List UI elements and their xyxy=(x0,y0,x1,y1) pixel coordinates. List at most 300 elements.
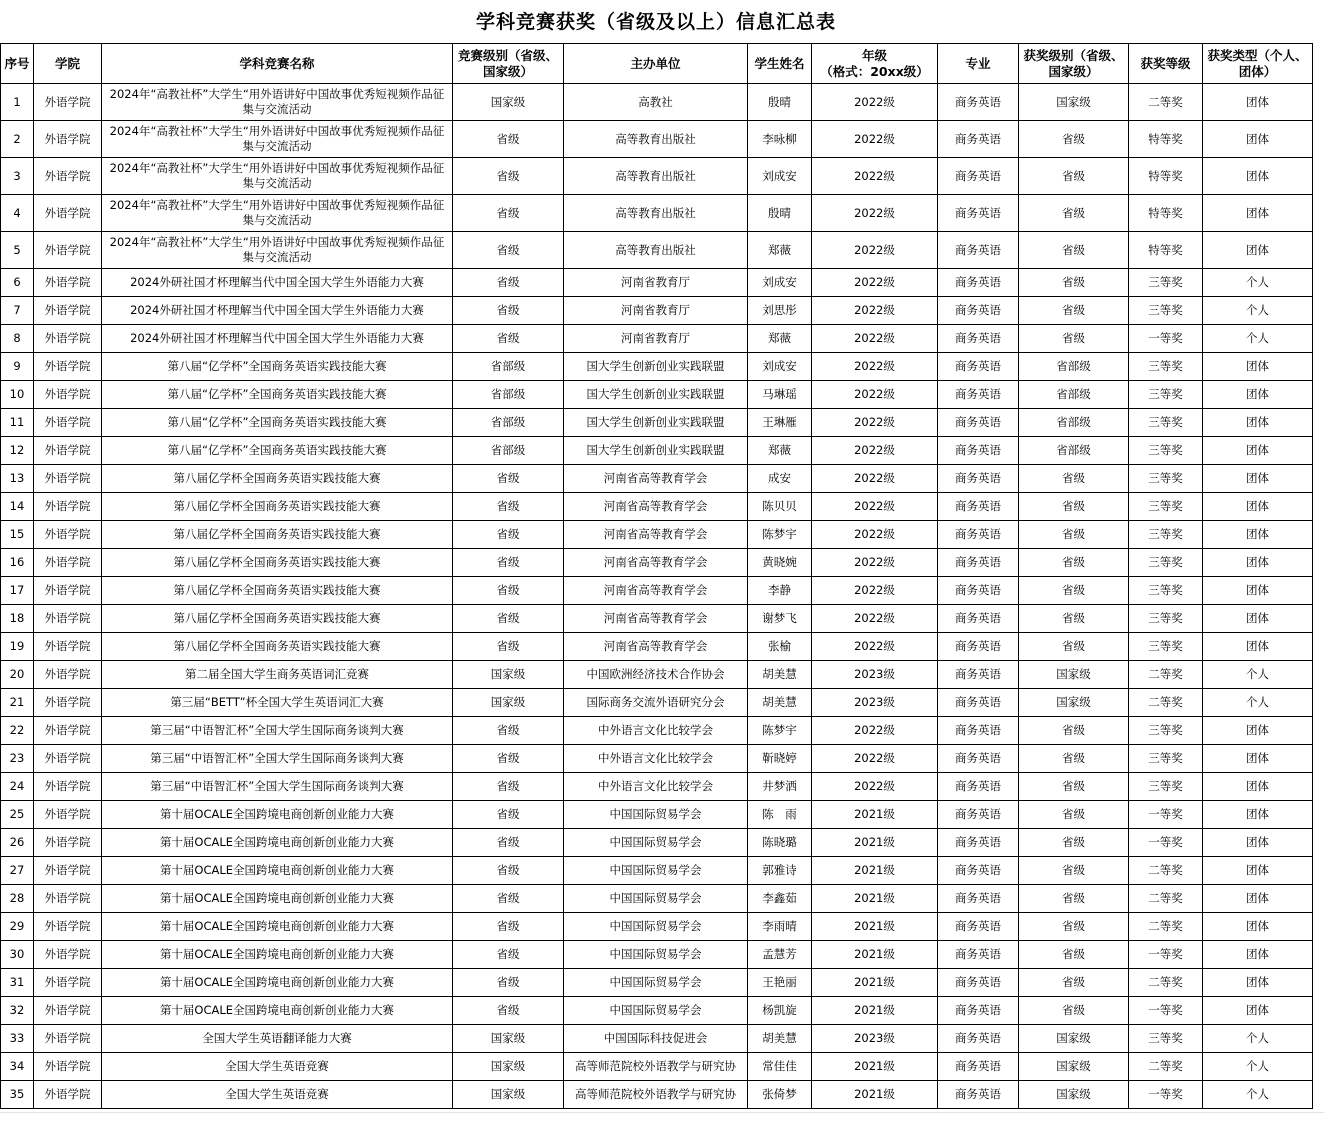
cell-grade[interactable]: 2022级 xyxy=(812,745,938,773)
cell-award-level[interactable]: 省级 xyxy=(1019,633,1129,661)
cell-award-level[interactable]: 国家级 xyxy=(1019,1053,1129,1081)
cell-award-level[interactable]: 省级 xyxy=(1019,941,1129,969)
cell-award-rank[interactable]: 三等奖 xyxy=(1129,437,1203,465)
header-cell-award-level[interactable]: 获奖级别（省级、国家级） xyxy=(1019,44,1129,84)
cell-student[interactable]: 陈 雨 xyxy=(748,801,812,829)
cell-award-level[interactable]: 省级 xyxy=(1019,913,1129,941)
cell-award-rank[interactable]: 特等奖 xyxy=(1129,158,1203,195)
cell-award-type[interactable]: 团体 xyxy=(1203,195,1313,232)
cell-college[interactable]: 外语学院 xyxy=(34,121,102,158)
cell-grade[interactable]: 2021级 xyxy=(812,801,938,829)
cell-student[interactable]: 陈晓璐 xyxy=(748,829,812,857)
cell-competition[interactable]: 第八届“亿学杯”全国商务英语实践技能大赛 xyxy=(102,409,453,437)
cell-competition-level[interactable]: 省级 xyxy=(453,605,564,633)
cell-competition[interactable]: 第八届亿学杯全国商务英语实践技能大赛 xyxy=(102,493,453,521)
cell-major[interactable]: 商务英语 xyxy=(938,84,1019,121)
header-cell-award-rank[interactable]: 获奖等级 xyxy=(1129,44,1203,84)
header-cell-grade[interactable]: 年级 （格式：20xx级） xyxy=(812,44,938,84)
cell-student[interactable]: 常佳佳 xyxy=(748,1053,812,1081)
cell-college[interactable]: 外语学院 xyxy=(34,1053,102,1081)
cell-award-rank[interactable]: 三等奖 xyxy=(1129,353,1203,381)
cell-award-type[interactable]: 团体 xyxy=(1203,409,1313,437)
cell-award-type[interactable]: 团体 xyxy=(1203,381,1313,409)
cell-competition[interactable]: 2024年“高教社杯”大学生“用外语讲好中国故事优秀短视频作品征集与交流活动 xyxy=(102,121,453,158)
cell-major[interactable]: 商务英语 xyxy=(938,158,1019,195)
cell-organizer[interactable]: 中国国际贸易学会 xyxy=(564,857,748,885)
cell-grade[interactable]: 2022级 xyxy=(812,577,938,605)
cell-grade[interactable]: 2021级 xyxy=(812,829,938,857)
cell-college[interactable]: 外语学院 xyxy=(34,913,102,941)
cell-college[interactable]: 外语学院 xyxy=(34,493,102,521)
cell-index[interactable]: 20 xyxy=(1,661,34,689)
cell-award-rank[interactable]: 一等奖 xyxy=(1129,829,1203,857)
cell-index[interactable]: 21 xyxy=(1,689,34,717)
cell-award-level[interactable]: 省级 xyxy=(1019,465,1129,493)
header-cell-award-type[interactable]: 获奖类型（个人、团体） xyxy=(1203,44,1313,84)
cell-major[interactable]: 商务英语 xyxy=(938,633,1019,661)
cell-index[interactable]: 33 xyxy=(1,1025,34,1053)
cell-organizer[interactable]: 中国国际贸易学会 xyxy=(564,969,748,997)
cell-competition[interactable]: 第十届OCALE全国跨境电商创新创业能力大赛 xyxy=(102,885,453,913)
cell-index[interactable]: 30 xyxy=(1,941,34,969)
cell-competition[interactable]: 全国大学生英语竞赛 xyxy=(102,1081,453,1109)
cell-college[interactable]: 外语学院 xyxy=(34,633,102,661)
cell-organizer[interactable]: 高等师范院校外语教学与研究协 xyxy=(564,1081,748,1109)
cell-competition[interactable]: 第八届亿学杯全国商务英语实践技能大赛 xyxy=(102,549,453,577)
cell-college[interactable]: 外语学院 xyxy=(34,409,102,437)
cell-index[interactable]: 9 xyxy=(1,353,34,381)
cell-award-level[interactable]: 省级 xyxy=(1019,121,1129,158)
cell-index[interactable]: 29 xyxy=(1,913,34,941)
cell-competition-level[interactable]: 省级 xyxy=(453,493,564,521)
cell-index[interactable]: 13 xyxy=(1,465,34,493)
cell-competition[interactable]: 第十届OCALE全国跨境电商创新创业能力大赛 xyxy=(102,941,453,969)
cell-grade[interactable]: 2023级 xyxy=(812,1025,938,1053)
cell-award-type[interactable]: 团体 xyxy=(1203,941,1313,969)
cell-index[interactable]: 6 xyxy=(1,269,34,297)
cell-grade[interactable]: 2021级 xyxy=(812,941,938,969)
cell-college[interactable]: 外语学院 xyxy=(34,773,102,801)
cell-award-type[interactable]: 团体 xyxy=(1203,232,1313,269)
cell-competition[interactable]: 第十届OCALE全国跨境电商创新创业能力大赛 xyxy=(102,829,453,857)
cell-major[interactable]: 商务英语 xyxy=(938,353,1019,381)
cell-award-type[interactable]: 个人 xyxy=(1203,1025,1313,1053)
cell-award-type[interactable]: 团体 xyxy=(1203,158,1313,195)
cell-competition-level[interactable]: 国家级 xyxy=(453,84,564,121)
cell-award-level[interactable]: 省级 xyxy=(1019,745,1129,773)
cell-major[interactable]: 商务英语 xyxy=(938,269,1019,297)
cell-award-type[interactable]: 团体 xyxy=(1203,437,1313,465)
cell-competition-level[interactable]: 省级 xyxy=(453,745,564,773)
cell-award-level[interactable]: 省级 xyxy=(1019,773,1129,801)
cell-grade[interactable]: 2022级 xyxy=(812,521,938,549)
cell-major[interactable]: 商务英语 xyxy=(938,885,1019,913)
cell-college[interactable]: 外语学院 xyxy=(34,857,102,885)
cell-award-type[interactable]: 个人 xyxy=(1203,325,1313,353)
cell-organizer[interactable]: 高等教育出版社 xyxy=(564,121,748,158)
cell-major[interactable]: 商务英语 xyxy=(938,773,1019,801)
cell-award-type[interactable]: 团体 xyxy=(1203,633,1313,661)
cell-award-level[interactable]: 国家级 xyxy=(1019,1081,1129,1109)
cell-award-type[interactable]: 团体 xyxy=(1203,577,1313,605)
cell-student[interactable]: 孟慧芳 xyxy=(748,941,812,969)
cell-award-level[interactable]: 省级 xyxy=(1019,969,1129,997)
cell-competition-level[interactable]: 省级 xyxy=(453,829,564,857)
header-cell-major[interactable]: 专业 xyxy=(938,44,1019,84)
cell-competition-level[interactable]: 省级 xyxy=(453,913,564,941)
cell-student[interactable]: 陈梦宇 xyxy=(748,521,812,549)
cell-award-level[interactable]: 省级 xyxy=(1019,829,1129,857)
cell-college[interactable]: 外语学院 xyxy=(34,577,102,605)
cell-grade[interactable]: 2021级 xyxy=(812,997,938,1025)
cell-award-rank[interactable]: 三等奖 xyxy=(1129,521,1203,549)
cell-award-type[interactable]: 团体 xyxy=(1203,121,1313,158)
cell-competition-level[interactable]: 省级 xyxy=(453,717,564,745)
cell-grade[interactable]: 2022级 xyxy=(812,409,938,437)
cell-organizer[interactable]: 河南省高等教育学会 xyxy=(564,577,748,605)
cell-competition[interactable]: 第八届亿学杯全国商务英语实践技能大赛 xyxy=(102,633,453,661)
cell-index[interactable]: 28 xyxy=(1,885,34,913)
cell-grade[interactable]: 2021级 xyxy=(812,1081,938,1109)
cell-index[interactable]: 24 xyxy=(1,773,34,801)
cell-index[interactable]: 10 xyxy=(1,381,34,409)
header-cell-college[interactable]: 学院 xyxy=(34,44,102,84)
cell-organizer[interactable]: 中外语言文化比较学会 xyxy=(564,773,748,801)
cell-student[interactable]: 黄晓婉 xyxy=(748,549,812,577)
cell-major[interactable]: 商务英语 xyxy=(938,801,1019,829)
cell-major[interactable]: 商务英语 xyxy=(938,297,1019,325)
cell-major[interactable]: 商务英语 xyxy=(938,689,1019,717)
cell-competition[interactable]: 第三届“中语智汇杯”全国大学生国际商务谈判大赛 xyxy=(102,745,453,773)
cell-competition-level[interactable]: 省级 xyxy=(453,269,564,297)
cell-index[interactable]: 7 xyxy=(1,297,34,325)
cell-award-type[interactable]: 个人 xyxy=(1203,297,1313,325)
cell-award-rank[interactable]: 特等奖 xyxy=(1129,195,1203,232)
cell-student[interactable]: 殷晴 xyxy=(748,195,812,232)
cell-student[interactable]: 胡美慧 xyxy=(748,661,812,689)
cell-award-rank[interactable]: 三等奖 xyxy=(1129,773,1203,801)
cell-index[interactable]: 15 xyxy=(1,521,34,549)
cell-college[interactable]: 外语学院 xyxy=(34,605,102,633)
cell-college[interactable]: 外语学院 xyxy=(34,801,102,829)
cell-competition-level[interactable]: 省级 xyxy=(453,465,564,493)
cell-competition-level[interactable]: 国家级 xyxy=(453,1053,564,1081)
cell-organizer[interactable]: 国大学生创新创业实践联盟 xyxy=(564,381,748,409)
cell-index[interactable]: 11 xyxy=(1,409,34,437)
cell-student[interactable]: 张榆 xyxy=(748,633,812,661)
cell-student[interactable]: 陈贝贝 xyxy=(748,493,812,521)
cell-competition[interactable]: 第三届“BETT”杯全国大学生英语词汇大赛 xyxy=(102,689,453,717)
cell-major[interactable]: 商务英语 xyxy=(938,717,1019,745)
cell-student[interactable]: 成安 xyxy=(748,465,812,493)
cell-college[interactable]: 外语学院 xyxy=(34,549,102,577)
cell-grade[interactable]: 2022级 xyxy=(812,437,938,465)
cell-competition[interactable]: 2024外研社国才杯理解当代中国全国大学生外语能力大赛 xyxy=(102,269,453,297)
cell-college[interactable]: 外语学院 xyxy=(34,353,102,381)
cell-index[interactable]: 32 xyxy=(1,997,34,1025)
cell-award-level[interactable]: 省部级 xyxy=(1019,381,1129,409)
cell-college[interactable]: 外语学院 xyxy=(34,195,102,232)
cell-student[interactable]: 胡美慧 xyxy=(748,1025,812,1053)
cell-competition-level[interactable]: 国家级 xyxy=(453,1081,564,1109)
cell-award-rank[interactable]: 一等奖 xyxy=(1129,801,1203,829)
cell-organizer[interactable]: 河南省教育厅 xyxy=(564,325,748,353)
header-cell-competition-level[interactable]: 竞赛级别（省级、国家级） xyxy=(453,44,564,84)
cell-award-rank[interactable]: 三等奖 xyxy=(1129,409,1203,437)
cell-award-level[interactable]: 国家级 xyxy=(1019,689,1129,717)
cell-major[interactable]: 商务英语 xyxy=(938,1081,1019,1109)
cell-major[interactable]: 商务英语 xyxy=(938,577,1019,605)
cell-grade[interactable]: 2022级 xyxy=(812,195,938,232)
cell-grade[interactable]: 2022级 xyxy=(812,121,938,158)
cell-award-level[interactable]: 省部级 xyxy=(1019,437,1129,465)
cell-competition[interactable]: 2024外研社国才杯理解当代中国全国大学生外语能力大赛 xyxy=(102,297,453,325)
cell-award-rank[interactable]: 三等奖 xyxy=(1129,465,1203,493)
cell-competition-level[interactable]: 省级 xyxy=(453,801,564,829)
cell-college[interactable]: 外语学院 xyxy=(34,1081,102,1109)
cell-college[interactable]: 外语学院 xyxy=(34,325,102,353)
cell-index[interactable]: 12 xyxy=(1,437,34,465)
cell-grade[interactable]: 2022级 xyxy=(812,353,938,381)
cell-award-type[interactable]: 团体 xyxy=(1203,773,1313,801)
cell-organizer[interactable]: 中外语言文化比较学会 xyxy=(564,717,748,745)
cell-major[interactable]: 商务英语 xyxy=(938,409,1019,437)
cell-organizer[interactable]: 中国国际贸易学会 xyxy=(564,829,748,857)
cell-competition-level[interactable]: 国家级 xyxy=(453,661,564,689)
cell-competition-level[interactable]: 省部级 xyxy=(453,437,564,465)
cell-award-level[interactable]: 省级 xyxy=(1019,521,1129,549)
cell-competition[interactable]: 第八届亿学杯全国商务英语实践技能大赛 xyxy=(102,465,453,493)
cell-competition[interactable]: 全国大学生英语竞赛 xyxy=(102,1053,453,1081)
cell-organizer[interactable]: 河南省教育厅 xyxy=(564,297,748,325)
cell-award-level[interactable]: 省级 xyxy=(1019,997,1129,1025)
cell-competition[interactable]: 第十届OCALE全国跨境电商创新创业能力大赛 xyxy=(102,997,453,1025)
cell-college[interactable]: 外语学院 xyxy=(34,885,102,913)
cell-organizer[interactable]: 河南省高等教育学会 xyxy=(564,521,748,549)
cell-organizer[interactable]: 高教社 xyxy=(564,84,748,121)
cell-competition[interactable]: 第十届OCALE全国跨境电商创新创业能力大赛 xyxy=(102,801,453,829)
cell-award-type[interactable]: 团体 xyxy=(1203,353,1313,381)
cell-competition-level[interactable]: 省部级 xyxy=(453,409,564,437)
cell-college[interactable]: 外语学院 xyxy=(34,269,102,297)
cell-index[interactable]: 18 xyxy=(1,605,34,633)
cell-grade[interactable]: 2022级 xyxy=(812,297,938,325)
cell-major[interactable]: 商务英语 xyxy=(938,913,1019,941)
cell-major[interactable]: 商务英语 xyxy=(938,437,1019,465)
cell-index[interactable]: 25 xyxy=(1,801,34,829)
cell-award-rank[interactable]: 二等奖 xyxy=(1129,1053,1203,1081)
cell-student[interactable]: 李鑫茹 xyxy=(748,885,812,913)
cell-competition[interactable]: 2024外研社国才杯理解当代中国全国大学生外语能力大赛 xyxy=(102,325,453,353)
cell-competition-level[interactable]: 省级 xyxy=(453,232,564,269)
cell-grade[interactable]: 2021级 xyxy=(812,857,938,885)
cell-award-level[interactable]: 国家级 xyxy=(1019,661,1129,689)
cell-competition-level[interactable]: 省级 xyxy=(453,633,564,661)
cell-award-rank[interactable]: 三等奖 xyxy=(1129,633,1203,661)
cell-organizer[interactable]: 中国国际贸易学会 xyxy=(564,941,748,969)
cell-grade[interactable]: 2022级 xyxy=(812,84,938,121)
cell-competition[interactable]: 第三届“中语智汇杯”全国大学生国际商务谈判大赛 xyxy=(102,773,453,801)
cell-award-type[interactable]: 团体 xyxy=(1203,801,1313,829)
cell-award-type[interactable]: 团体 xyxy=(1203,521,1313,549)
cell-organizer[interactable]: 河南省高等教育学会 xyxy=(564,549,748,577)
cell-grade[interactable]: 2022级 xyxy=(812,493,938,521)
cell-index[interactable]: 27 xyxy=(1,857,34,885)
cell-grade[interactable]: 2021级 xyxy=(812,1053,938,1081)
cell-index[interactable]: 22 xyxy=(1,717,34,745)
cell-award-level[interactable]: 省级 xyxy=(1019,297,1129,325)
cell-award-rank[interactable]: 一等奖 xyxy=(1129,1081,1203,1109)
cell-index[interactable]: 23 xyxy=(1,745,34,773)
cell-college[interactable]: 外语学院 xyxy=(34,297,102,325)
cell-organizer[interactable]: 中国国际贸易学会 xyxy=(564,801,748,829)
cell-index[interactable]: 16 xyxy=(1,549,34,577)
cell-index[interactable]: 34 xyxy=(1,1053,34,1081)
cell-award-level[interactable]: 省部级 xyxy=(1019,409,1129,437)
cell-major[interactable]: 商务英语 xyxy=(938,521,1019,549)
cell-award-type[interactable]: 个人 xyxy=(1203,1081,1313,1109)
cell-major[interactable]: 商务英语 xyxy=(938,195,1019,232)
cell-college[interactable]: 外语学院 xyxy=(34,521,102,549)
cell-competition[interactable]: 第八届亿学杯全国商务英语实践技能大赛 xyxy=(102,577,453,605)
cell-competition-level[interactable]: 省级 xyxy=(453,195,564,232)
cell-student[interactable]: 李咏柳 xyxy=(748,121,812,158)
cell-award-level[interactable]: 省级 xyxy=(1019,605,1129,633)
cell-organizer[interactable]: 国际商务交流外语研究分会 xyxy=(564,689,748,717)
cell-competition[interactable]: 第十届OCALE全国跨境电商创新创业能力大赛 xyxy=(102,969,453,997)
cell-competition-level[interactable]: 省级 xyxy=(453,158,564,195)
cell-major[interactable]: 商务英语 xyxy=(938,381,1019,409)
cell-grade[interactable]: 2022级 xyxy=(812,717,938,745)
cell-index[interactable]: 8 xyxy=(1,325,34,353)
cell-student[interactable]: 靳晓婷 xyxy=(748,745,812,773)
cell-student[interactable]: 郭雅诗 xyxy=(748,857,812,885)
cell-award-rank[interactable]: 三等奖 xyxy=(1129,297,1203,325)
cell-award-rank[interactable]: 一等奖 xyxy=(1129,997,1203,1025)
cell-award-rank[interactable]: 二等奖 xyxy=(1129,969,1203,997)
cell-award-rank[interactable]: 二等奖 xyxy=(1129,913,1203,941)
cell-organizer[interactable]: 国大学生创新创业实践联盟 xyxy=(564,437,748,465)
cell-competition[interactable]: 第三届“中语智汇杯”全国大学生国际商务谈判大赛 xyxy=(102,717,453,745)
cell-award-type[interactable]: 团体 xyxy=(1203,549,1313,577)
cell-award-type[interactable]: 团体 xyxy=(1203,913,1313,941)
cell-student[interactable]: 杨凯旋 xyxy=(748,997,812,1025)
cell-college[interactable]: 外语学院 xyxy=(34,437,102,465)
cell-organizer[interactable]: 高等教育出版社 xyxy=(564,232,748,269)
cell-major[interactable]: 商务英语 xyxy=(938,549,1019,577)
cell-competition[interactable]: 第十届OCALE全国跨境电商创新创业能力大赛 xyxy=(102,857,453,885)
cell-major[interactable]: 商务英语 xyxy=(938,465,1019,493)
cell-competition-level[interactable]: 省级 xyxy=(453,297,564,325)
cell-award-rank[interactable]: 特等奖 xyxy=(1129,121,1203,158)
cell-major[interactable]: 商务英语 xyxy=(938,745,1019,773)
cell-award-rank[interactable]: 特等奖 xyxy=(1129,232,1203,269)
cell-grade[interactable]: 2023级 xyxy=(812,689,938,717)
cell-award-rank[interactable]: 三等奖 xyxy=(1129,605,1203,633)
cell-award-level[interactable]: 省级 xyxy=(1019,493,1129,521)
cell-competition-level[interactable]: 省部级 xyxy=(453,353,564,381)
cell-award-type[interactable]: 团体 xyxy=(1203,745,1313,773)
cell-competition[interactable]: 2024年“高教社杯”大学生“用外语讲好中国故事优秀短视频作品征集与交流活动 xyxy=(102,84,453,121)
cell-student[interactable]: 郑薇 xyxy=(748,437,812,465)
cell-index[interactable]: 26 xyxy=(1,829,34,857)
cell-college[interactable]: 外语学院 xyxy=(34,829,102,857)
cell-award-type[interactable]: 团体 xyxy=(1203,997,1313,1025)
cell-award-rank[interactable]: 二等奖 xyxy=(1129,661,1203,689)
cell-award-type[interactable]: 个人 xyxy=(1203,689,1313,717)
header-cell-competition[interactable]: 学科竞赛名称 xyxy=(102,44,453,84)
cell-major[interactable]: 商务英语 xyxy=(938,969,1019,997)
cell-grade[interactable]: 2023级 xyxy=(812,661,938,689)
cell-index[interactable]: 2 xyxy=(1,121,34,158)
header-cell-organizer[interactable]: 主办单位 xyxy=(564,44,748,84)
cell-organizer[interactable]: 国大学生创新创业实践联盟 xyxy=(564,353,748,381)
cell-competition[interactable]: 第八届“亿学杯”全国商务英语实践技能大赛 xyxy=(102,437,453,465)
cell-competition[interactable]: 第十届OCALE全国跨境电商创新创业能力大赛 xyxy=(102,913,453,941)
cell-index[interactable]: 1 xyxy=(1,84,34,121)
cell-award-type[interactable]: 团体 xyxy=(1203,829,1313,857)
cell-grade[interactable]: 2022级 xyxy=(812,158,938,195)
cell-grade[interactable]: 2022级 xyxy=(812,549,938,577)
cell-award-level[interactable]: 省级 xyxy=(1019,158,1129,195)
cell-award-level[interactable]: 省级 xyxy=(1019,195,1129,232)
cell-grade[interactable]: 2022级 xyxy=(812,465,938,493)
cell-student[interactable]: 陈梦宇 xyxy=(748,717,812,745)
cell-major[interactable]: 商务英语 xyxy=(938,493,1019,521)
cell-index[interactable]: 14 xyxy=(1,493,34,521)
cell-award-type[interactable]: 团体 xyxy=(1203,605,1313,633)
cell-major[interactable]: 商务英语 xyxy=(938,605,1019,633)
cell-award-level[interactable]: 省级 xyxy=(1019,549,1129,577)
cell-grade[interactable]: 2022级 xyxy=(812,605,938,633)
cell-index[interactable]: 19 xyxy=(1,633,34,661)
cell-award-level[interactable]: 省级 xyxy=(1019,717,1129,745)
cell-award-rank[interactable]: 三等奖 xyxy=(1129,577,1203,605)
cell-competition-level[interactable]: 省级 xyxy=(453,857,564,885)
cell-organizer[interactable]: 中国国际贸易学会 xyxy=(564,885,748,913)
cell-grade[interactable]: 2021级 xyxy=(812,885,938,913)
cell-award-type[interactable]: 个人 xyxy=(1203,661,1313,689)
cell-grade[interactable]: 2021级 xyxy=(812,913,938,941)
cell-organizer[interactable]: 河南省高等教育学会 xyxy=(564,465,748,493)
cell-award-type[interactable]: 个人 xyxy=(1203,1053,1313,1081)
cell-student[interactable]: 胡美慧 xyxy=(748,689,812,717)
cell-college[interactable]: 外语学院 xyxy=(34,941,102,969)
header-cell-index[interactable]: 序号 xyxy=(1,44,34,84)
cell-organizer[interactable]: 河南省高等教育学会 xyxy=(564,493,748,521)
cell-organizer[interactable]: 河南省高等教育学会 xyxy=(564,605,748,633)
cell-student[interactable]: 谢梦飞 xyxy=(748,605,812,633)
cell-award-type[interactable]: 团体 xyxy=(1203,717,1313,745)
cell-college[interactable]: 外语学院 xyxy=(34,689,102,717)
cell-major[interactable]: 商务英语 xyxy=(938,661,1019,689)
cell-award-level[interactable]: 国家级 xyxy=(1019,84,1129,121)
cell-competition-level[interactable]: 省级 xyxy=(453,121,564,158)
cell-grade[interactable]: 2022级 xyxy=(812,381,938,409)
cell-index[interactable]: 4 xyxy=(1,195,34,232)
cell-competition-level[interactable]: 省级 xyxy=(453,773,564,801)
cell-award-rank[interactable]: 三等奖 xyxy=(1129,549,1203,577)
cell-index[interactable]: 31 xyxy=(1,969,34,997)
cell-award-rank[interactable]: 三等奖 xyxy=(1129,381,1203,409)
cell-award-type[interactable]: 个人 xyxy=(1203,269,1313,297)
cell-competition-level[interactable]: 国家级 xyxy=(453,689,564,717)
cell-competition-level[interactable]: 省级 xyxy=(453,997,564,1025)
cell-student[interactable]: 王琳雁 xyxy=(748,409,812,437)
cell-organizer[interactable]: 中国国际科技促进会 xyxy=(564,1025,748,1053)
cell-student[interactable]: 郑薇 xyxy=(748,325,812,353)
cell-competition[interactable]: 全国大学生英语翻译能力大赛 xyxy=(102,1025,453,1053)
